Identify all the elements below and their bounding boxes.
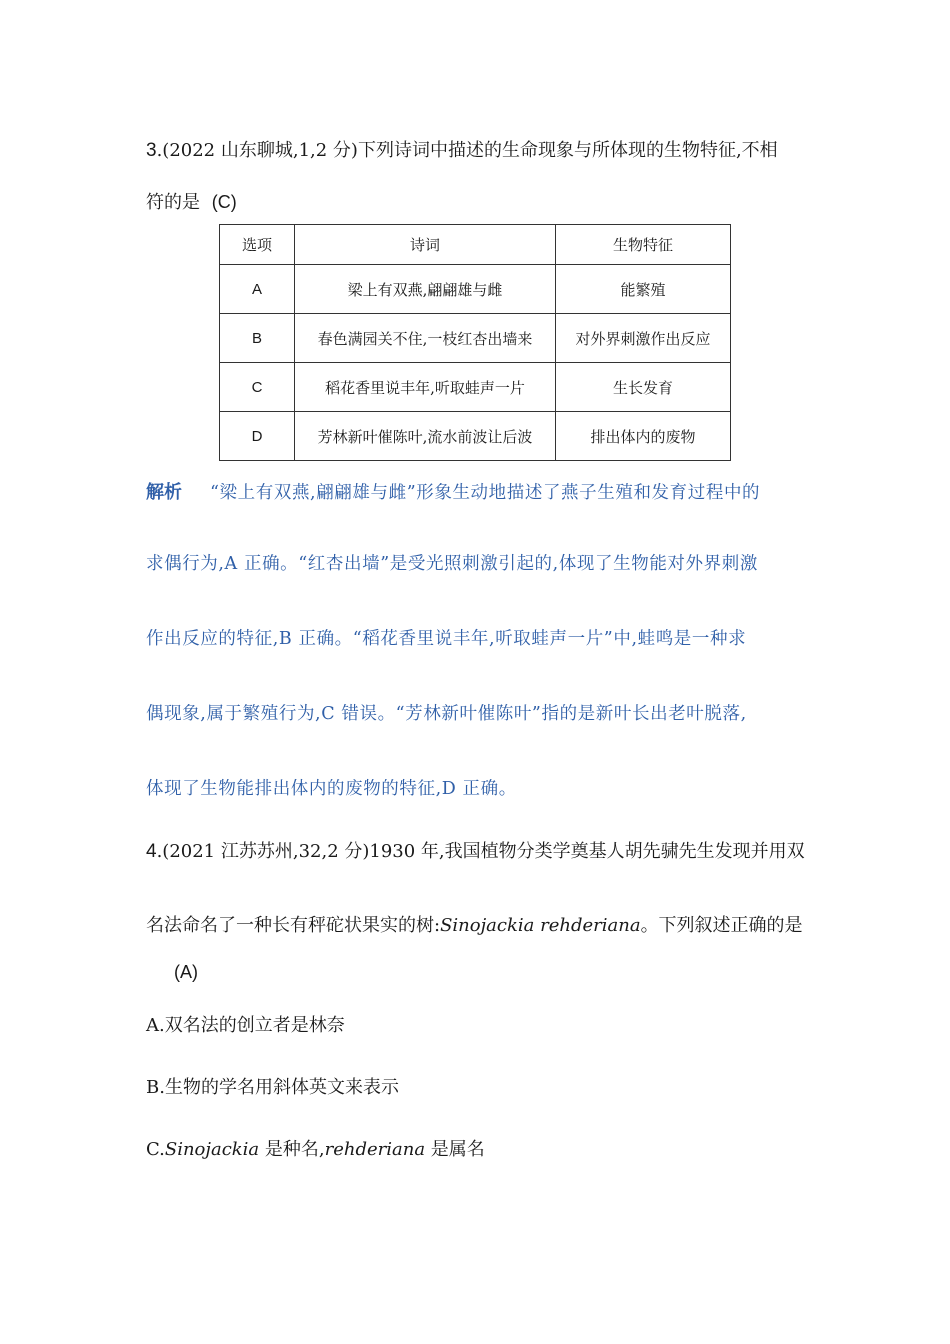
- option-c-prefix: C.: [146, 1139, 165, 1160]
- row-poem: 稻花香里说丰年,听取蛙声一片: [295, 363, 556, 412]
- analysis-line-5: 体现了生物能排出体内的废物的特征,D 正确。: [146, 779, 517, 799]
- table-row: [220, 412, 731, 461]
- q3-stem-line1: [146, 136, 778, 162]
- q4-stem-line2: [146, 911, 803, 937]
- row-option: A: [220, 265, 295, 314]
- q4-number: 4: [146, 841, 157, 862]
- analysis-line-2: 求偶行为,A 正确。“红杏出墙”是受光照刺激引起的,体现了生物能对外界刺激: [146, 554, 758, 574]
- analysis-line-1: [146, 478, 760, 504]
- analysis-line-3: 作出反应的特征,B 正确。“稻花香里说丰年,听取蛙声一片”中,蛙鸣是一种求: [146, 629, 747, 649]
- q4-species-name: Sinojackia rehderiana: [440, 915, 641, 936]
- row-option: C: [220, 363, 295, 412]
- q3-stem-text: .(2022 山东聊城,1,2 分)下列诗词中描述的生命现象与所体现的生物特征,不相: [156, 140, 778, 161]
- q3-stem-line2: [146, 188, 237, 214]
- q4-stem-line1: [146, 837, 805, 863]
- table-header-row: [220, 225, 731, 265]
- row-feature: 对外界刺激作出反应: [556, 314, 731, 363]
- q4-option-c: [146, 1135, 485, 1161]
- row-feature: 能繁殖: [556, 265, 731, 314]
- row-feature: 排出体内的废物: [556, 412, 731, 461]
- row-poem: 芳林新叶催陈叶,流水前波让后波: [295, 412, 556, 461]
- header-option: 选项: [220, 225, 295, 265]
- q4-stem-text-2: 名法命名了一种长有秤砣状果实的树:: [146, 915, 441, 936]
- q4-option-b: B.生物的学名用斜体英文来表示: [146, 1077, 399, 1098]
- row-poem: 梁上有双燕,翩翩雄与雌: [295, 265, 556, 314]
- q3-option-table: [219, 224, 731, 461]
- q4-stem-text: .(2021 江苏苏州,32,2 分)1930 年,我国植物分类学奠基人胡先骕先生发现并用双: [156, 841, 805, 862]
- table-row: [220, 314, 731, 363]
- q4-answer: (A): [174, 962, 198, 982]
- option-c-species: rehderiana: [324, 1139, 426, 1160]
- q4-option-a: A.双名法的创立者是林奈: [146, 1015, 345, 1036]
- row-poem: 春色满园关不住,一枝红杏出墙来: [295, 314, 556, 363]
- q3-answer: (C): [211, 192, 237, 212]
- analysis-label: 解析: [146, 482, 182, 502]
- q4-stem-text-3: 。下列叙述正确的是: [640, 915, 803, 936]
- header-poem: 诗词: [295, 225, 556, 265]
- table-row: [220, 265, 731, 314]
- q3-stem-text-2: 符的是: [146, 192, 200, 213]
- q3-number: 3: [146, 140, 157, 161]
- row-feature: 生长发育: [556, 363, 731, 412]
- option-c-genus: Sinojackia: [164, 1139, 260, 1160]
- row-option: D: [220, 412, 295, 461]
- option-c-mid: 是种名,: [259, 1139, 325, 1160]
- header-feature: 生物特征: [556, 225, 731, 265]
- option-c-suffix: 是属名: [425, 1139, 485, 1160]
- row-option: B: [220, 314, 295, 363]
- table-row: [220, 363, 731, 412]
- analysis-line-4: 偶现象,属于繁殖行为,C 错误。“芳林新叶催陈叶”指的是新叶长出老叶脱落,: [146, 704, 747, 724]
- analysis-text: “梁上有双燕,翩翩雄与雌”形象生动地描述了燕子生殖和发育过程中的: [210, 483, 761, 503]
